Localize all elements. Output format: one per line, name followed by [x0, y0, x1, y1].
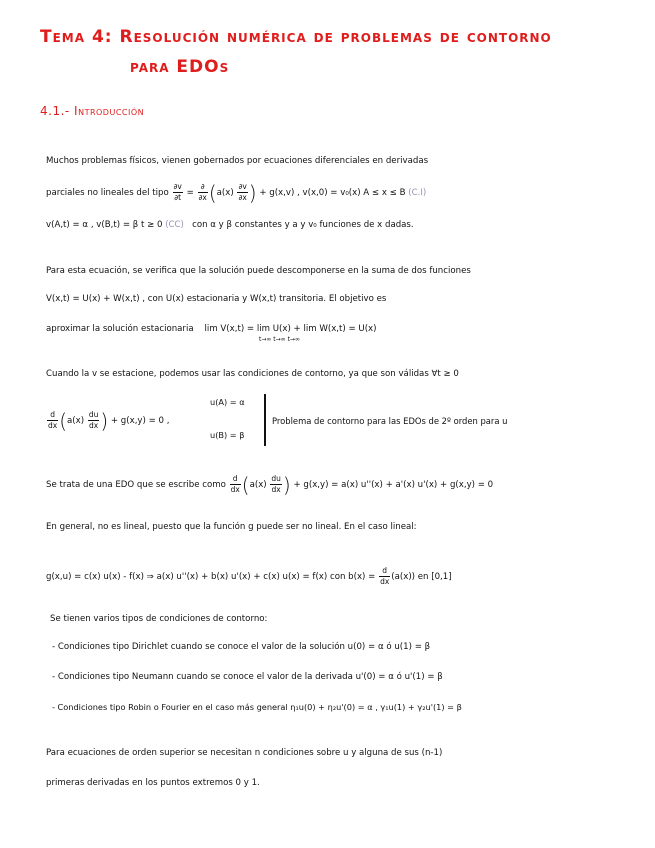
bvp-rest: + g(x,y) = 0 , — [110, 416, 170, 426]
bullet-neumann: - Condiciones tipo Neumann cuando se conoce el valor de la derivada u'(0) = α ó u'(1) = β — [52, 672, 443, 682]
bvp-note: Problema de contorno para las EDOs de 2º orden para u — [272, 416, 508, 426]
coef-a: a(x) — [249, 480, 267, 490]
p1-line-2: parciales no lineales del tipo $\frac{\partial v}{\partial t}$ = $\frac{\partial}{\partial x}$ (a(x) $\frac{\partial v}{\partial x}$ ) + g(x,v) , v(x,0) = v₀(x) A ≤ x ≤ B (C.I) — [46, 180, 427, 205]
p4-line: Se trata de una EDO que se escribe como $\frac{d}{dx}$ (a(x) $\frac{du}{dx}$ ) + g(x,y) = a(x) u''(x) + a'(x) u'(x) + g(x,y) = 0 — [46, 472, 494, 497]
p4-expansion: + g(x,y) = a(x) u''(x) + a'(x) u'(x) + g(x,y) = 0 — [293, 480, 494, 490]
boundary-conditions: v(A,t) = α , v(B,t) = β t ≥ 0 — [46, 220, 163, 230]
fraction-d-dx: $\frac{d}{dx}$ — [48, 410, 58, 430]
p1-line-2-text: parciales no lineales del tipo — [46, 188, 169, 198]
p2-line-2: V(x,t) = U(x) + W(x,t) , con U(x) estacionaria y W(x,t) transitoria. El objetivo es — [46, 294, 387, 304]
fraction-d-dx: $\frac{d}{dx}$ — [230, 474, 240, 494]
p7-line-2: primeras derivadas en los puntos extremos 0 y 1. — [46, 778, 260, 788]
fraction-dv-dx: $\frac{\partial v}{\partial x}$ — [238, 182, 247, 202]
page-title — [40, 22, 640, 82]
p6-intro: Se tienen varios tipos de condiciones de contorno: — [50, 614, 268, 624]
p1-line-1: Muchos problemas físicos, vienen gobernados por ecuaciones diferenciales en derivadas — [46, 156, 429, 166]
p1-line-3-text: con α y β constantes y a y v₀ funciones de x dadas. — [192, 220, 414, 230]
condition-u-a: u(A) = α — [210, 397, 245, 407]
p3-line-1: Cuando la v se estacione, podemos usar las condiciones de contorno, ya que son válidas ∀t ≥ 0 — [46, 369, 459, 379]
linear-case: g(x,u) = c(x) u(x) - f(x) ⇒ a(x) u''(x) + b(x) u'(x) + c(x) u(x) = f(x) con b(x) = — [46, 572, 376, 582]
fraction-du-dx: $\frac{du}{dx}$ — [271, 474, 281, 494]
title-line-2: para EDOs — [130, 57, 230, 77]
brace-bar — [264, 394, 266, 446]
p2-line-1: Para esta ecuación, se verifica que la solución puede descomponerse en la suma de dos funciones — [46, 266, 471, 276]
fraction-d-dx: $\frac{d}{dx}$ — [380, 566, 390, 586]
p7-line-1: Para ecuaciones de orden superior se necesitan n condiciones sobre u y alguna de sus (n-1) — [46, 748, 443, 758]
bvp-equation: $\frac{d}{dx}$ (a(x) $\frac{du}{dx}$ ) + g(x,y) = 0 , — [48, 408, 170, 433]
p2-line-3 — [46, 322, 377, 336]
p5-line-2 — [46, 566, 452, 587]
limit-subscripts: t→∞ t→∞ t→∞ — [259, 336, 300, 343]
p4-text: Se trata de una EDO que se escribe como — [46, 480, 226, 490]
fraction-d-dx: $\frac{\partial}{\partial x}$ — [198, 182, 207, 202]
fraction-du-dx: $\frac{du}{dx}$ — [88, 410, 99, 430]
cc-label: (CC) — [165, 220, 184, 230]
b-definition: (a(x)) en [0,1] — [391, 572, 452, 582]
coef-a: a(x) — [67, 416, 85, 426]
bullet-dirichlet: - Condiciones tipo Dirichlet cuando se conoce el valor de la solución u(0) = α ó u(1) = β — [52, 642, 431, 652]
equals-sign: = — [186, 188, 194, 198]
title-line-1: Tema 4: Resolución numérica de problemas de contorno — [40, 27, 552, 47]
ci-label: (C.I) — [408, 188, 427, 198]
limit-expression: lim V(x,t) = lim U(x) + lim W(x,t) = U(x) — [204, 324, 377, 334]
coef-a: a(x) — [216, 188, 234, 198]
fraction-dv-dt: $\frac{\partial v}{\partial t}$ — [173, 182, 182, 202]
bullet-robin: - Condiciones tipo Robin o Fourier en el caso más general η₁u(0) + η₂u'(0) = α , γ₁u(1) + γ₂u'(1) = β — [52, 702, 462, 712]
condition-u-b: u(B) = β — [210, 430, 245, 440]
section-heading: 4.1.- Introducción — [40, 104, 145, 118]
p5-line-1: En general, no es lineal, puesto que la función g puede ser no lineal. En el caso lineal: — [46, 522, 417, 532]
p2-line-3-text: aproximar la solución estacionaria — [46, 324, 194, 334]
initial-condition: + g(x,v) , v(x,0) = v₀(x) A ≤ x ≤ B — [259, 188, 406, 198]
p1-line-3 — [46, 218, 414, 232]
